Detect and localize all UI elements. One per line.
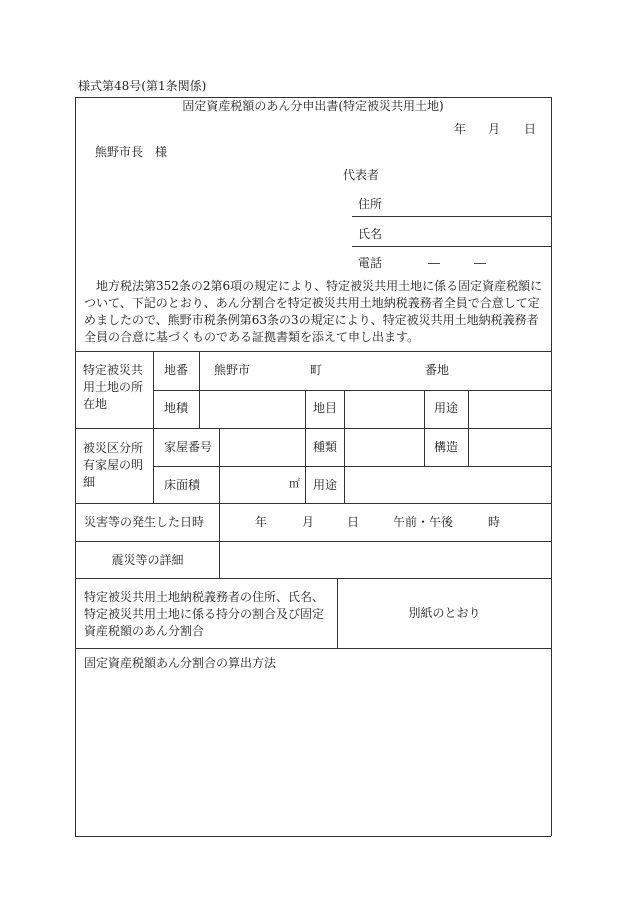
square-meter-unit: ㎡: [289, 477, 300, 490]
address-label: 住所: [358, 197, 383, 211]
land-category-field[interactable]: [345, 391, 423, 427]
house-structure-label: 構造: [434, 440, 459, 454]
phone-label: 電話: [358, 256, 383, 270]
name-label: 氏名: [358, 227, 383, 241]
disaster-day-label: 日: [347, 515, 360, 529]
house-number-field[interactable]: [220, 429, 304, 465]
land-area-field[interactable]: [200, 391, 304, 427]
disaster-detail-label: 震災等の詳細: [111, 553, 184, 567]
disaster-ampm-label: 午前・午後: [393, 515, 454, 529]
declaration-text: 地方税法第352条の2第6項の規定により、特定被災共用土地に係る固定資産税額について、下記のとおり、あん分割合を特定被災共用土地納税義務者全員で合意して定めましたので、熊野市税条例第63条の3の規定により、特定被災共用土地納税義務者全員の合意に基づくものである証拠書類を添えて申し出ます。: [84, 279, 543, 344]
calculation-method-field[interactable]: [80, 676, 546, 831]
lot-label: 地番: [164, 363, 189, 377]
form-number: 様式第48号(第1条関係): [78, 79, 207, 93]
phone-field[interactable]: [392, 251, 550, 273]
name-field[interactable]: [392, 222, 550, 244]
floor-area-field[interactable]: [220, 467, 286, 502]
house-structure-field[interactable]: [469, 429, 550, 465]
address-field[interactable]: [392, 192, 550, 214]
disaster-detail-field[interactable]: [220, 542, 550, 577]
disaster-hour-label: 時: [488, 515, 501, 529]
land-category-label: 地目: [313, 401, 338, 415]
calculation-method-label: 固定資産税額あん分割合の算出方法: [84, 656, 277, 670]
house-kind-label: 種類: [313, 440, 338, 454]
house-use-field[interactable]: [345, 467, 550, 502]
disaster-month-label: 月: [302, 515, 315, 529]
land-use-label: 用途: [434, 401, 459, 415]
date-year-label: 年: [454, 122, 467, 136]
house-number-label: 家屋番号: [164, 440, 213, 454]
land-use-field[interactable]: [469, 391, 550, 427]
date-day-label: 日: [524, 122, 537, 136]
taxpayers-label: 特定被災共用土地納税義務者の住所、氏名、特定被災共用土地に係る持分の割合及び固定資産税額のあん分割合: [84, 590, 325, 638]
house-use-label: 用途: [313, 478, 338, 492]
floor-area-label: 床面積: [164, 478, 201, 492]
disaster-date-label: 災害等の発生した日時: [84, 515, 205, 529]
phone-separator-2: ―: [474, 256, 486, 270]
banchi-label: 番地: [425, 363, 450, 377]
addressee: 熊野市長 様: [95, 145, 168, 159]
land-section-label: 特定被災共用土地の所在地: [83, 363, 144, 411]
town-label: 町: [310, 363, 323, 377]
representative-heading: 代表者: [343, 168, 380, 182]
phone-separator-1: ―: [428, 256, 440, 270]
city-name: 熊野市: [214, 363, 251, 377]
form-title: 固定資産税額のあん分申出書(特定被災共用土地): [182, 99, 444, 113]
house-kind-field[interactable]: [345, 429, 423, 465]
date-month-label: 月: [488, 122, 501, 136]
land-area-label: 地積: [164, 401, 189, 415]
taxpayers-value: 別紙のとおり: [408, 606, 481, 620]
disaster-year-label: 年: [255, 515, 268, 529]
house-section-label: 被災区分所有家屋の明細: [83, 441, 144, 489]
